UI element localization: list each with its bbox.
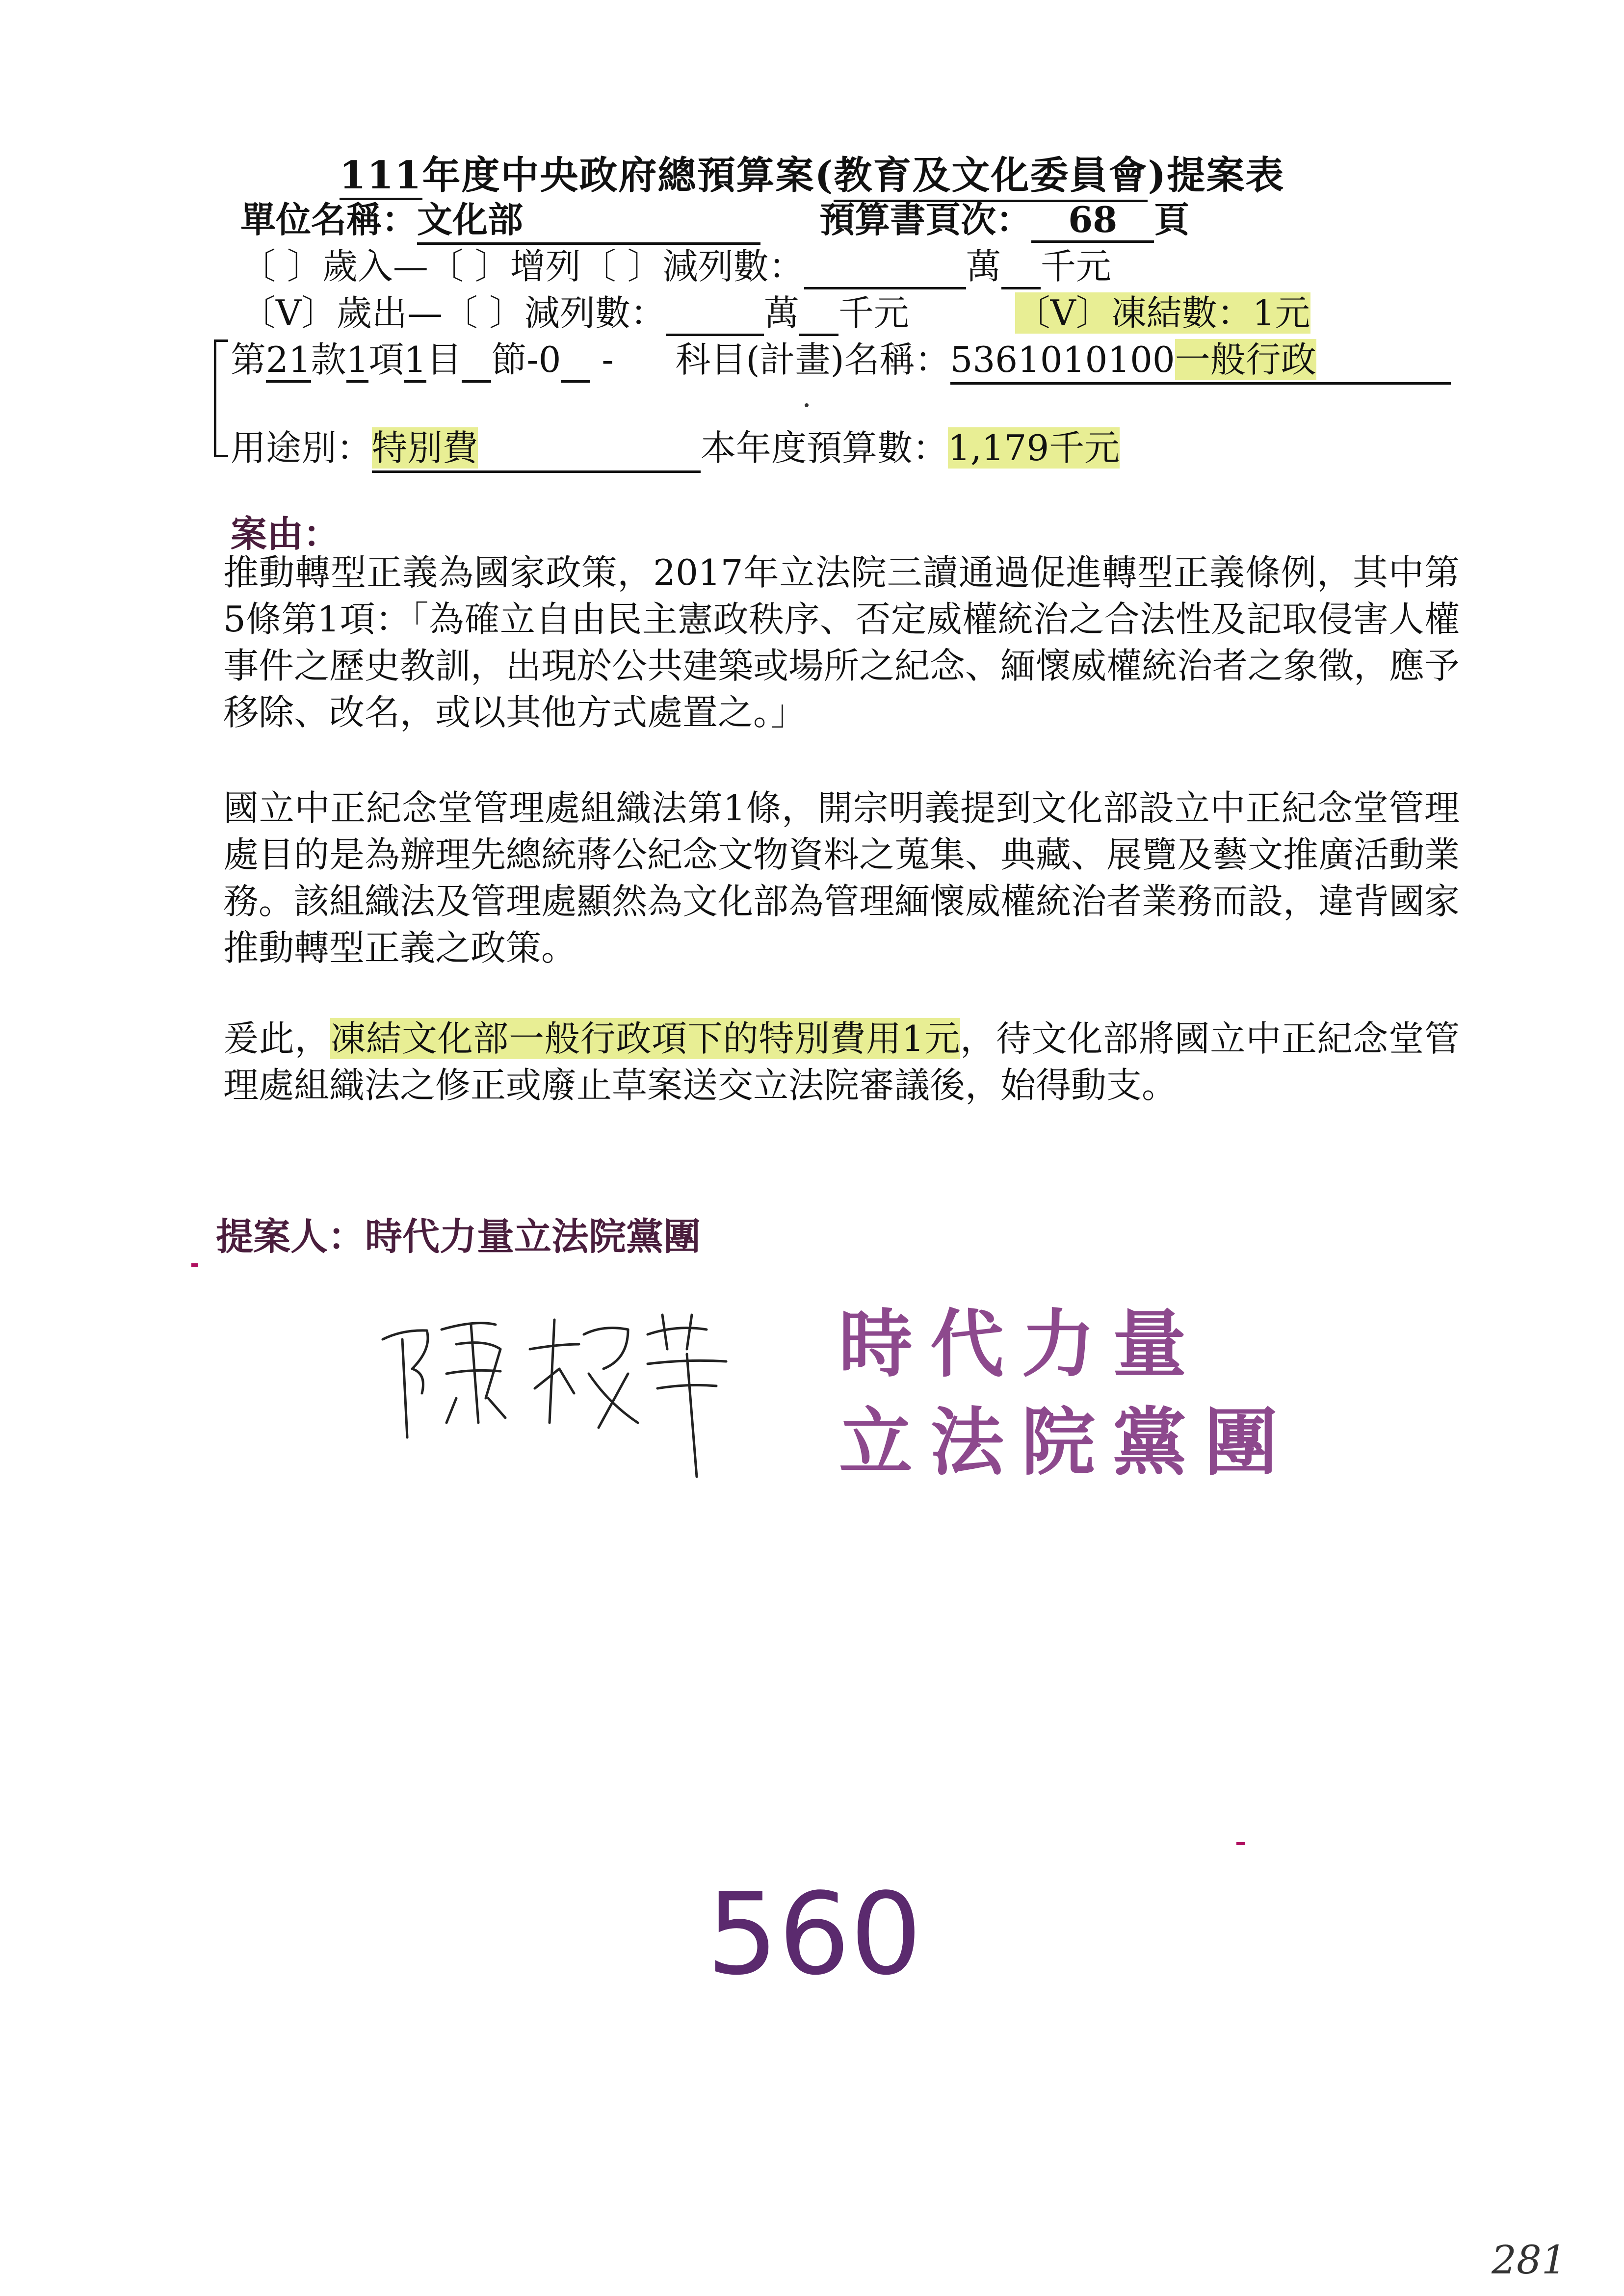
proposer-line: 提案人：時代力量立法院黨團	[216, 1215, 701, 1258]
stray-mark	[1236, 1842, 1245, 1845]
mu-value: 1	[404, 339, 426, 383]
para3-highlight: 凍結文化部一般行政項下的特別費用1元	[330, 1018, 960, 1059]
page-value: 68	[1031, 199, 1154, 243]
kuan-label: 款	[311, 339, 346, 380]
unit-row	[240, 191, 1189, 245]
page-number: 560	[707, 1869, 922, 2000]
subject-name: 一般行政	[1175, 339, 1316, 380]
freeze-value: 1元	[1252, 292, 1310, 334]
xiang-label: 項	[368, 339, 404, 380]
xiang-value: 1	[346, 339, 369, 383]
seal-line-1: 時代力量	[839, 1301, 1205, 1387]
stray-mark	[805, 403, 809, 407]
kuan-value: 21	[266, 339, 311, 383]
seal-line-2: 立法院黨團	[839, 1399, 1296, 1486]
revenue-row	[240, 238, 1111, 289]
mu-label: 目	[426, 339, 462, 380]
handwritten-signature	[373, 1276, 805, 1482]
expense-thousand: 千元	[838, 292, 909, 334]
usage-row	[231, 419, 1120, 473]
para3-post: ，待文化部將國立中正紀念堂管理處組織法之修正或廢止草案送交立法院審議後，始得動支。	[223, 1018, 1460, 1106]
reason-paragraph-3	[223, 1016, 1460, 1109]
usage-label: 用途別：	[231, 427, 372, 469]
unit-value: 文化部	[417, 191, 760, 245]
title-committee: 教育及文化委員會	[834, 145, 1148, 202]
section-bracket	[214, 339, 228, 457]
subject-label: 科目(計畫)名稱：	[675, 339, 950, 380]
page-label: 預算書頁次：	[819, 199, 1032, 240]
expense-line: 〔V〕歲出—〔 〕減列數：	[240, 292, 666, 334]
expense-row	[240, 285, 1310, 336]
expense-wan: 萬	[763, 292, 799, 334]
section-dash: -	[602, 339, 614, 380]
budget-label: 本年度預算數：	[701, 427, 948, 469]
title-post: )提案表	[1148, 153, 1285, 198]
section-row	[231, 331, 1451, 385]
reason-paragraph-1: 推動轉型正義為國家政策，2017年立法院三讀通過促進轉型正義條例，其中第5條第1項：「為確立自由民主憲政秩序、否定威權統治之合法性及記取侵害人權事件之歷史教訓，出現於公共建築或場所之紀念、緬懷威權統治者之象徵，應予移除、改名，或以其他方式處置之。」	[223, 552, 1460, 733]
jie-value: -0	[526, 339, 561, 380]
revenue-wan: 萬	[966, 246, 1001, 287]
reason-paragraph-2: 國立中正紀念堂管理處組織法第1條，開宗明義提到文化部設立中正紀念堂管理處目的是為辦理先總統蔣公紀念文物資料之蒐集、典藏、展覽及藝文推廣活動業務。該組織法及管理處顯然為文化部為管理緬懷威權統治者業務而設，違背國家推動轉型正義之政策。	[223, 787, 1460, 968]
corner-mark: 281	[1492, 2237, 1567, 2283]
section-prefix: 第	[231, 339, 266, 380]
budget-value: 1,179千元	[948, 427, 1120, 469]
title-pre: 年度中央政府總預算案(	[422, 153, 834, 198]
jie-label: 節	[491, 339, 527, 380]
stray-mark	[191, 1263, 198, 1267]
page-suffix: 頁	[1154, 199, 1190, 240]
usage-value: 特別費	[372, 427, 478, 469]
revenue-line: 〔 〕歲入—〔 〕增列〔 〕減列數：	[240, 246, 804, 287]
unit-label: 單位名稱：	[240, 199, 418, 240]
para3-pre: 爰此，	[223, 1018, 331, 1059]
freeze-label: 〔V〕凍結數：	[1015, 292, 1253, 334]
revenue-thousand: 千元	[1040, 246, 1111, 287]
party-seal	[839, 1295, 1295, 1491]
title-year: 111	[340, 153, 422, 200]
reason-heading: 案由：	[231, 513, 340, 555]
subject-code: 5361010100	[950, 339, 1175, 380]
